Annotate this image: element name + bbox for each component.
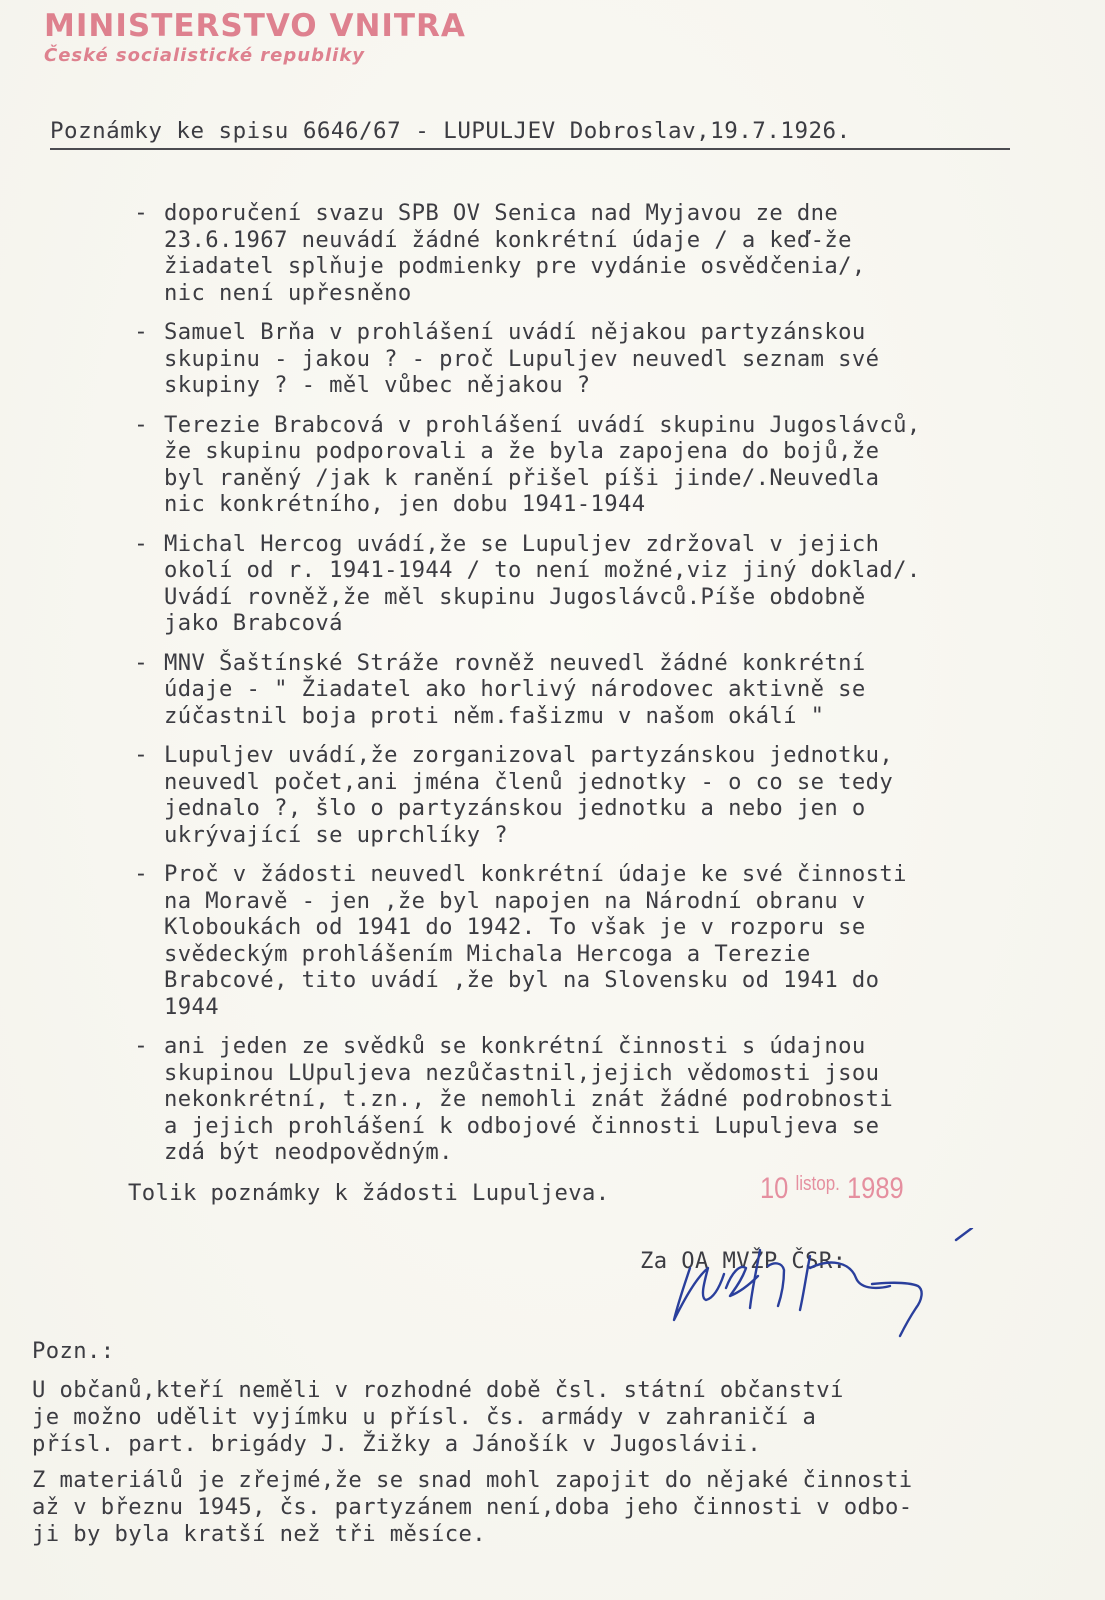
date-stamp-month: listop. [795,1173,840,1195]
list-item-text: Samuel Brňa v prohlášení uvádí nějakou partyzánskou skupinu - jakou ? - proč Lupuljev neuvedl seznam své skupiny ? - měl vůbec nějakou ? [164,319,880,398]
note-title: Pozn.: [32,1338,115,1364]
list-item-text: doporučení svazu SPB OV Senica nad Myjavou ze dne 23.6.1967 neuvádí žádné konkrétní údaje / a keď-že žiadatel splňuje podmienky pre vydánie osvědčenia/, nic není upřesněno [164,200,866,306]
list-item [130,742,1070,848]
date-stamp-year: 1989 [846,1172,904,1205]
list-dash: - [134,649,148,676]
list-dash: - [134,530,148,557]
list-item-text: Michal Hercog uvádí,že se Lupuljev zdržoval v jejich okolí od r. 1941-1944 / to není možné,viz jiný doklad/. Uvádí rovněž,že měl skupinu Jugoslávců.Píše obdobně jako Brabcová [164,530,921,636]
list-dash: - [134,200,148,226]
list-item-text: Terezie Brabcová v prohlášení uvádí skupinu Jugoslávců, že skupinu podporovali a že byla zapojena do bojů,že byl raněný /jak k ranění přišel píši jinde/.Neuvedla nic konkrétního, jen dobu 1941-1944 [164,411,921,517]
list-item [130,200,1070,306]
list-dash: - [134,411,148,438]
list-item [130,1033,1070,1166]
stamp-line-1: MINISTERSTVO VNITRA [44,8,466,44]
list-item [130,412,1070,518]
note-paragraph-1: U občanů,kteří neměli v rozhodné době čsl. státní občanství je možno udělit vyjímku u přísl. čs. armády v zahraničí a přísl. part. brigády J. Žižky a Jánošík v Jugoslávii. [32,1377,844,1457]
list-item [130,531,1070,637]
closing-sentence: Tolik poznámky k žádosti Lupuljeva. [128,1180,610,1206]
list-item [130,319,1070,399]
handwritten-signature [660,1228,990,1348]
list-item [130,650,1070,730]
ministry-stamp [44,8,466,68]
date-stamp [760,1172,904,1206]
stamp-line-2: České socialistické republiky [44,45,366,66]
notes-list [130,200,1070,1179]
date-stamp-day: 10 [760,1172,789,1205]
document-heading: Poznámky ke spisu 6646/67 - LUPULJEV Dobroslav,19.7.1926. [50,118,1010,150]
list-item-text: Proč v žádosti neuvedl konkrétní údaje ke své činnosti na Moravě - jen ,že byl napojen na Národní obranu v Kloboukách od 1941 do 1942. To však je v rozporu se svědeckým prohlášením Michala Hercoga a Terezie Brabcové, tito uvádí ,že byl na Slovensku od 1941 do 1944 [164,861,907,1020]
list-dash: - [134,861,148,887]
list-dash: - [134,319,148,345]
list-dash: - [134,742,148,768]
list-item-text: ani jeden ze svědků se konkrétní činnosti s údajnou skupinou LUpuljeva nezůčastnil,jejich vědomosti jsou nekonkrétní, t.zn., že nemohli znát žádné podrobnosti a jejich prohlášení k odbojové činnosti Lupuljeva se zdá být neodpovědným. [164,1033,894,1165]
list-item-text: Lupuljev uvádí,že zorganizoval partyzánskou jednotku, neuvedl počet,ani jména členů jednotky - o co se tedy jednalo ?, šlo o partyzánskou jednotku a nebo jen o ukrývající se uprchlíky ? [164,742,894,848]
list-item [130,861,1070,1020]
signature-label: Za OA MVŽP ČSR: [640,1248,847,1274]
list-item-text: MNV Šaštínské Stráže rovněž neuvedl žádné konkrétní údaje - " Žiadatel ako horlivý národovec aktivně se zúčastnil boja proti něm.fašizmu v našom okálí " [164,649,866,729]
note-paragraph-2: Z materiálů je zřejmé,že se snad mohl zapojit do nějaké činnosti až v březnu 1945, čs. partyzánem není,doba jeho činnosti v odbo- ji by byla kratší než tři měsíce. [32,1467,913,1547]
list-dash: - [134,1033,148,1059]
